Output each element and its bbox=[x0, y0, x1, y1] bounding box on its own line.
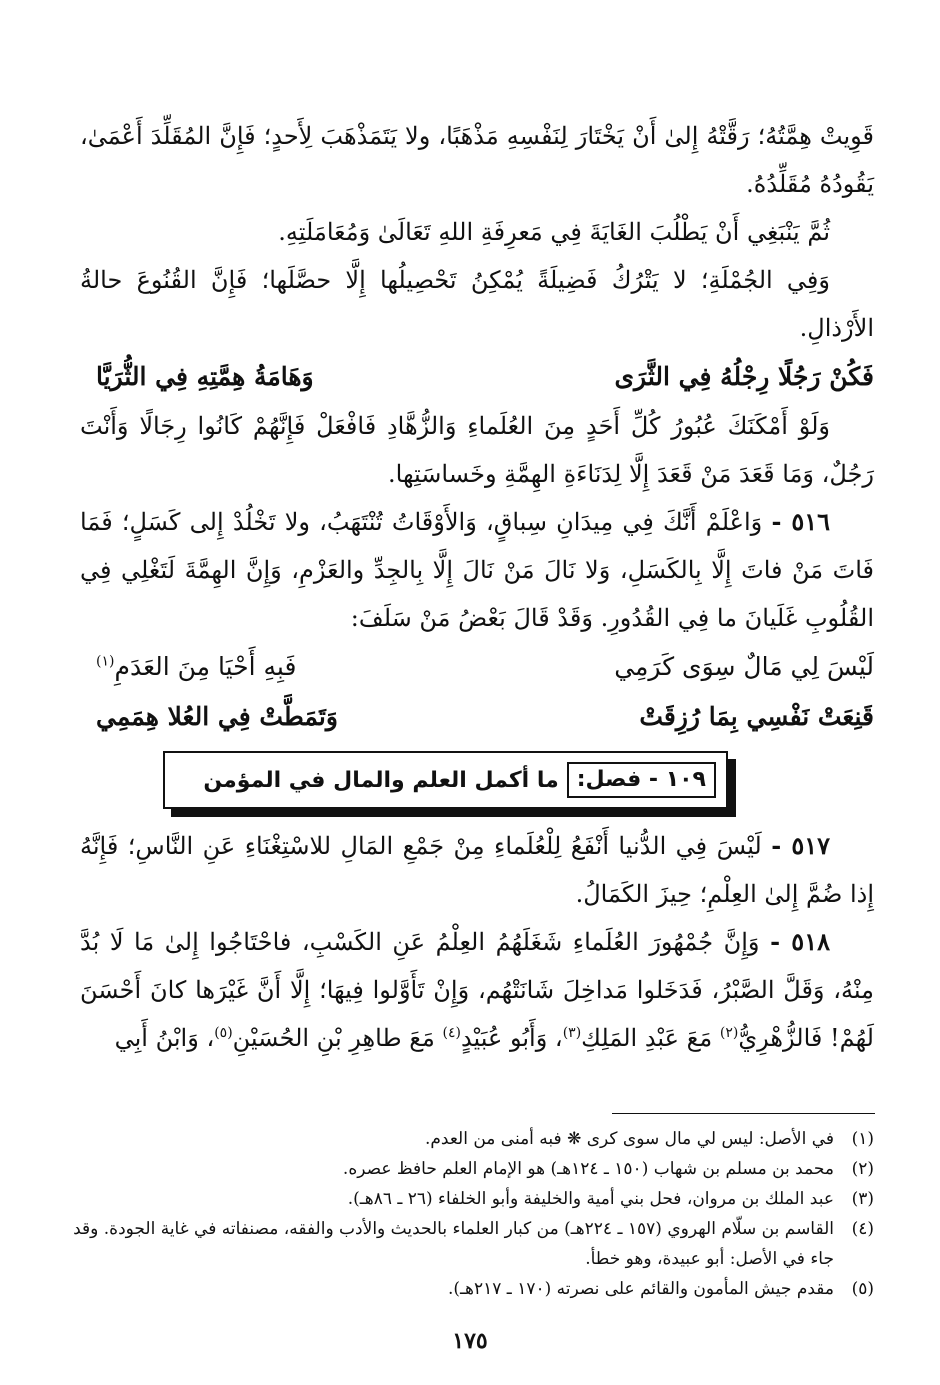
verse-2-second-text: فَبِهِ أَحْيَا مِنَ العَدَمِ bbox=[114, 652, 297, 681]
item-518-text-e: ، وَابْنُ أَبِي bbox=[114, 1024, 215, 1052]
verse-1-second-hemistich: وَهَامَةُ هِمَّتِهِ فِي الثُّرَيَّا bbox=[96, 362, 314, 391]
item-516-text: وَاعْلَمْ أَنَّكَ فِي مِيدَانِ سِباقٍ، وَالأَوْقَاتُ تُنْتَهَبُ، ولا تَخْلُدْ إِلى كَسَلٍ؛ فَمَا فَاتَ مَنْ فاتَ إِلَّا بِالكَسَلِ، وَلا نَالَ مَنْ نَالَ إِلَّا بِالجِدِّ والعَزْمِ، وَإِنَّ الهِمَّةَ لَتَغْلِي فِي القُلُوبِ غَلَيانَ ما فِي القُدُورِ. وَقَدْ قَالَ بَعْضُ مَنْ سَلَفَ: bbox=[80, 508, 874, 632]
item-number-516: ٥١٦ - bbox=[771, 507, 830, 536]
footnote-4 bbox=[66, 1214, 874, 1274]
verse-line-2 bbox=[80, 642, 874, 692]
footnote-mark-3: (٣) bbox=[562, 1025, 582, 1041]
footnote-text: عبد الملك بن مروان، فحل بني أمية والخليفة وأبو الخلفاء (٢٦ ـ ٨٦هـ). bbox=[347, 1189, 834, 1209]
verse-2-second-hemistich bbox=[96, 642, 296, 692]
footnote-number: (٥) bbox=[851, 1279, 874, 1299]
footnote-number: (٣) bbox=[851, 1189, 874, 1209]
footnote-2 bbox=[66, 1154, 874, 1184]
section-heading-box bbox=[163, 751, 728, 809]
item-number-518: ٥١٨ - bbox=[770, 927, 830, 956]
verse-2-first-hemistich: لَيْسَ لِي مَالٌ سِوَى كَرَمِي bbox=[614, 652, 874, 681]
verse-line-3 bbox=[80, 692, 874, 742]
section-title: ما أكمل العلم والمال في المؤمن bbox=[203, 767, 559, 793]
main-text bbox=[80, 112, 874, 742]
page-number: ١٧٥ bbox=[452, 1328, 488, 1354]
verse-3-first-hemistich: قَنِعَتْ نَفْسِي بِمَا رُزِقَتْ bbox=[639, 702, 874, 731]
footnote-text: محمد بن مسلم بن شهاب (١٥٠ ـ ١٢٤هـ) هو الإمام العلم حافظ عصره. bbox=[342, 1159, 834, 1179]
verse-3-second-hemistich: وَتَمَطَّتْ فِي العُلا هِمَمِي bbox=[96, 702, 338, 731]
item-518-text-a: وَإِنَّ جُمْهُورَ العُلَماءِ شَغَلَهُمُ العِلْمُ عَنِ الكَسْبِ، فاحْتَاجُوا إِلىٰ مَا لَا بُدَّ مِنْهُ، وَقَلَّ الصَّبْرُ، فَدَخَلوا مَداخِلَ شَانَتْهُم، وَإِنْ تَأَوَّلوا فِيهَا؛ إِلَّا أَنَّ غَيْرَها كانَ أَحْسَنَ لَهُمْ! فَالزُّهْرِيُّ bbox=[80, 928, 874, 1052]
footnote-mark-1: (١) bbox=[96, 653, 115, 670]
item-518 bbox=[80, 918, 874, 1062]
footnote-text: في الأصل: ليس لي مال سوى كرى ❋ فبه أمنى من العدم. bbox=[424, 1129, 834, 1149]
item-518-text-b: مَعَ عَبْدِ المَلِكِ bbox=[581, 1024, 713, 1052]
item-516 bbox=[80, 498, 874, 642]
footnote-number: (١) bbox=[851, 1129, 874, 1149]
footnote-mark-2: (٢) bbox=[719, 1025, 739, 1041]
footnote-separator bbox=[612, 1113, 875, 1114]
item-517-text: لَيْسَ فِي الدُّنيا أَنْفَعُ لِلْعُلَماءِ مِنْ جَمْعِ المَالِ للاسْتِغْنَاءِ عَنِ النَّاسِ؛ فَإِنَّهُ إِذا ضُمَّ إِلىٰ العِلْمِ؛ حِيزَ الكَمَالُ. bbox=[80, 832, 874, 908]
paragraph-1: قَوِيتْ هِمَّتُهُ؛ رَقَّتْهُ إِلىٰ أَنْ يَخْتَارَ لِنَفْسِهِ مَذْهَبًا، ولا يَتَمَذْهَبَ لِأَحدٍ؛ فَإِنَّ المُقَلِّدَ أَعْمَىٰ، يَقُودُهُ مُقَلِّدُهُ. bbox=[80, 122, 874, 198]
section-number-label: ١٠٩ - فصل: bbox=[567, 762, 716, 798]
paragraph-3: وَفِي الجُمْلَةِ؛ لا يَتْرُكُ فَضِيلَةً يُمْكِنُ تَحْصِيلُها إِلَّا حصَّلَها؛ فَإِنَّ القُنُوعَ حالةُ الأَرْذالِ. bbox=[80, 266, 874, 342]
footnote-1 bbox=[66, 1124, 874, 1154]
section-heading bbox=[203, 762, 716, 798]
footnote-5 bbox=[66, 1274, 874, 1304]
footnote-3 bbox=[66, 1184, 874, 1214]
verse-line-1 bbox=[80, 352, 874, 402]
paragraph-4: وَلَوْ أَمْكَنَكَ عُبُورُ كُلِّ أَحَدٍ مِنَ العُلَماءِ وَالزُّهَّادِ فَافْعَلْ فَإِنَّهُمْ كَانُوا رِجَالًا وَأَنْتَ رَجُلٌ، وَمَا قَعَدَ مَنْ قَعَدَ إِلَّا لِدَنَاءَةِ الهِمَّةِ وخَساسَتِها. bbox=[80, 412, 874, 488]
footnote-number: (٤) bbox=[851, 1219, 874, 1239]
footnote-number: (٢) bbox=[851, 1159, 874, 1179]
footnote-mark-4: (٤) bbox=[442, 1025, 461, 1041]
footnotes bbox=[66, 1124, 874, 1304]
item-number-517: ٥١٧ - bbox=[771, 831, 830, 860]
item-517 bbox=[80, 822, 874, 918]
footnote-text: مقدم جيش المأمون والقائم على نصرته (١٧٠ ـ ٢١٧هـ). bbox=[448, 1279, 834, 1299]
verse-1-first-hemistich: فَكُنْ رَجُلًا رِجْلُهُ فِي الثَّرَى bbox=[614, 362, 874, 391]
footnote-text: القاسم بن سلّام الهروي (١٥٧ ـ ٢٢٤هـ) من كبار العلماء بالحديث والأدب والفقه، مصنفاته في غاية الجودة. وقد جاء في الأصل: أبو عبيدة، وهو خطأ. bbox=[73, 1219, 834, 1269]
item-518-text-d: مَعَ طاهِرِ بْنِ الحُسَيْنِ bbox=[232, 1024, 435, 1052]
footnote-mark-5: (٥) bbox=[214, 1025, 233, 1041]
item-518-text-c: ، وَأَبُو عُبَيْدٍ bbox=[460, 1024, 563, 1052]
paragraph-2: ثُمَّ يَنْبَغِي أَنْ يَطْلُبَ الغَايَةَ فِي مَعرِفَةِ اللهِ تَعَالَىٰ وَمُعَامَلَتِهِ. bbox=[278, 218, 830, 246]
section-text bbox=[80, 822, 874, 1062]
